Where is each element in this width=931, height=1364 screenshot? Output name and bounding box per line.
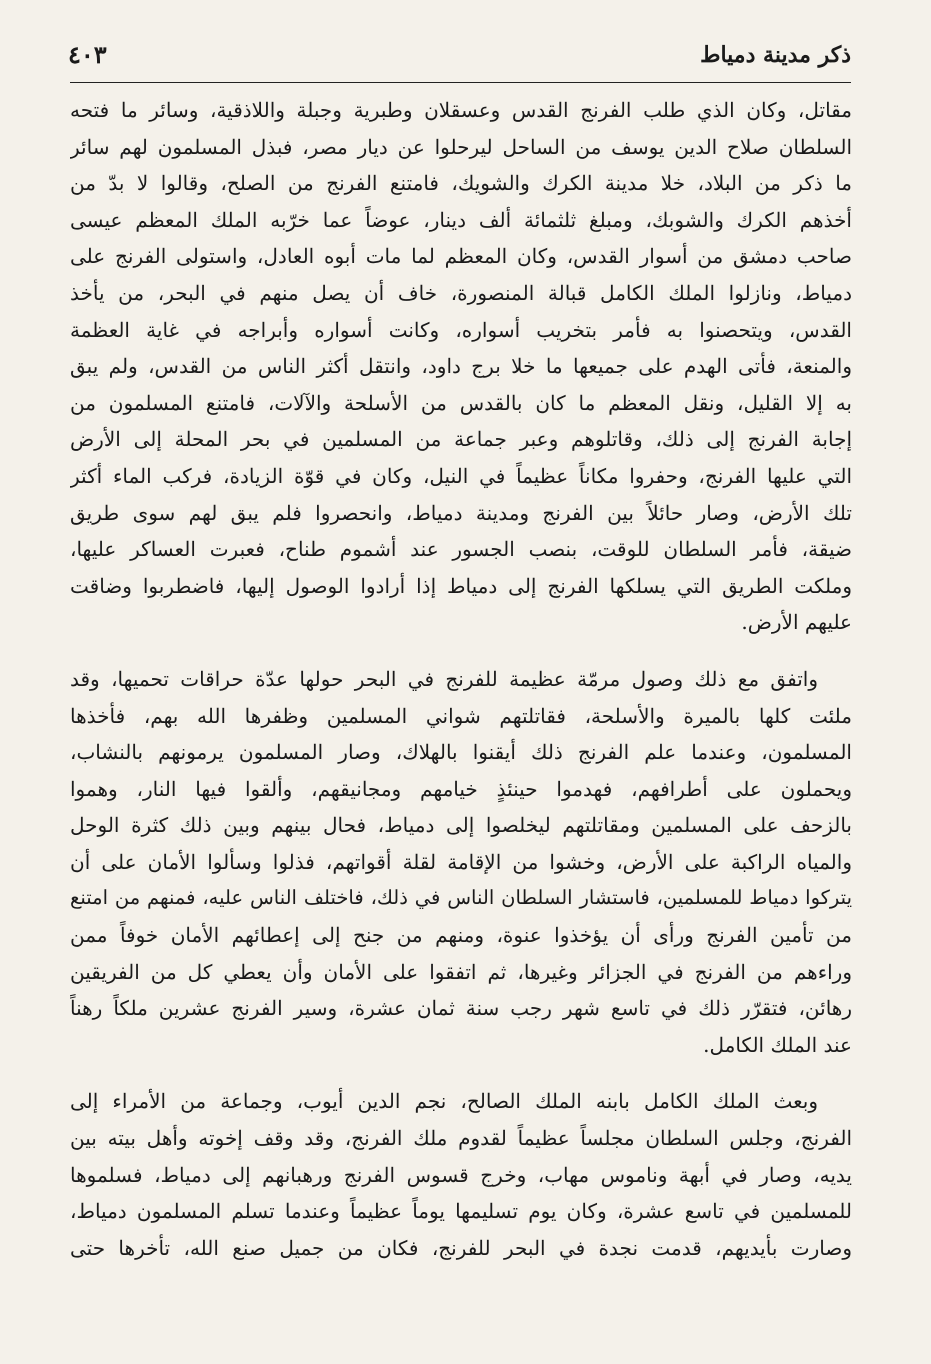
text-line: ملئت كلها بالميرة والأسلحة، فقاتلتهم شواني المسلمين وظفرها الله بهم، فأخذها — [70, 703, 852, 728]
text-line: أخذهم الكرك والشوبك، ومبلغ ثلثمائة ألف دينار، عوضاً عما خرّبه الملك المعظم عيسى — [70, 207, 852, 232]
text-line: للمسلمين في تاسع عشرة، وكان يوم تسليمها يوماً عظيماً وعندما تسلم المسلمون دمياط، — [70, 1199, 852, 1224]
text-line: دمياط، ونازلوا الملك الكامل قبالة المنصورة، خاف أن يصل منهم في البحر، من يأخذ — [70, 280, 852, 305]
text-line: المسلمون، وعندما علم الفرنج ذلك أيقنوا بالهلاك، وصار المسلمون يرمونهم بالنشاب، — [70, 740, 852, 765]
paragraph-2 — [70, 661, 852, 1064]
page-number: ٤٠٣ — [68, 40, 107, 69]
text-line: ويحملون على أطرافهم، فهدموا حينئذٍ خيامهم ومجانيقهم، وألقوا فيها النار، وهموا — [70, 776, 852, 801]
text-line: رهائن، فتقرّر ذلك في تاسع شهر رجب سنة ثمان عشرة، وسير الفرنج عشرين ملكاً رهناً — [70, 996, 852, 1021]
text-line: عند الملك الكامل. — [703, 1032, 852, 1057]
text-line: يديه، وصار في أبهة وناموس مهاب، وخرج قسوس الفرنج ورهبانهم إلى دمياط، فسلموها — [70, 1162, 852, 1187]
text-line: والمنعة، فأتى الهدم على جميعها ما خلا برج داود، وانتقل أكثر الناس من القدس، ولم يبق — [70, 354, 852, 379]
text-line: مقاتل، وكان الذي طلب الفرنج القدس وعسقلان وطبرية وجبلة واللاذقية، وسائر ما فتحه — [70, 98, 852, 122]
text-line: وراءهم من الفرنج في الجزائر وغيرها، ثم اتفقوا على الأمان وأن يعطي كل من الفريقين — [70, 959, 852, 984]
text-line: صاحب دمشق من أسوار القدس، وكان المعظم لما مات أبوه العادل، واستولى الفرنج على — [70, 244, 852, 269]
paragraph-gap — [70, 1063, 852, 1083]
running-title: ذكر مدينة دمياط — [700, 42, 851, 68]
text-line: بالزحف على المسلمين ومقاتلتهم ليخلصوا إلى دمياط، فحال بينهم وبين ذلك كثرة الوحل — [70, 813, 852, 838]
text-line: وصارت بأيديهم، قدمت نجدة في البحر للفرنج، فكان من جميل صنع الله، تأخرها حتى — [70, 1235, 852, 1260]
text-line: السلطان صلاح الدين يوسف من الساحل ليرحلوا عن ديار مصر، فبذل المسلمون لهم سائر — [70, 134, 852, 159]
text-line: واتفق مع ذلك وصول مرمّة عظيمة للفرنج في البحر حولها عدّة حراقات تحميها، وقد — [70, 666, 818, 691]
page-body — [70, 92, 852, 1266]
text-line: وملكت الطريق التي يسلكها الفرنج إلى دمياط إذا أرادوا الوصول إليها، فاضطربوا وضاقت — [70, 573, 852, 598]
text-line: التي عليها الفرنج، وحفروا مكاناً عظيماً في النيل، وكان في قوّة الزيادة، فركب الماء أكثر — [70, 463, 852, 488]
text-line: إجابة الفرنج إلى ذلك، وقاتلوهم وعبر جماعة من المسلمين في بحر المحلة إلى الأرض — [70, 427, 852, 452]
paragraph-gap — [70, 641, 852, 661]
text-line: من تأمين الفرنج ورأى أن يؤخذوا عنوة، ومنهم من جنح إلى إعطائهم الأمان خوفاً ممن — [70, 923, 852, 948]
text-line: والمياه الراكبة على الأرض، وخشوا من الإقامة لقلة أقواتهم، فذلوا وسألوا الأمان على أن — [70, 849, 852, 874]
page-header — [68, 34, 851, 78]
paragraph-3 — [70, 1083, 852, 1266]
text-line: الفرنج، وجلس السلطان مجلساً عظيماً لقدوم ملك الفرنج، وقد وقف إخوته وأهل بيته بين — [70, 1126, 852, 1151]
paragraph-1 — [70, 92, 852, 641]
text-line: ضيقة، فأمر السلطان للوقت، بنصب الجسور عند أشموم طناح، فعبرت العساكر عليها، — [70, 537, 852, 562]
text-line: وبعث الملك الكامل بابنه الملك الصالح، نجم الدين أيوب، وجماعة من الأمراء إلى — [70, 1089, 818, 1114]
text-line: به إلا القليل، ونقل المعظم ما كان بالقدس من الأسلحة والآلات، فامتنع المسلمون من — [70, 390, 852, 415]
text-line: ما ذكر من البلاد، خلا مدينة الكرك والشويك، فامتنع الفرنج من الصلح، وقالوا لا بدّ من — [70, 171, 852, 196]
text-line: عليهم الأرض. — [741, 610, 852, 635]
text-line: يتركوا دمياط للمسلمين، فاستشار السلطان الناس في ذلك، فاختلف الناس عليه، فمنهم من امتنع — [70, 886, 852, 910]
text-line: تلك الأرض، وصار حائلاً بين الفرنج ومدينة دمياط، وانحصروا فلم يبق لهم سوى طريق — [70, 500, 852, 525]
text-line: القدس، ويتحصنوا به فأمر بتخريب أسواره، وكانت أسواره وأبراجه في غاية العظمة — [70, 317, 852, 342]
header-rule — [70, 82, 851, 83]
